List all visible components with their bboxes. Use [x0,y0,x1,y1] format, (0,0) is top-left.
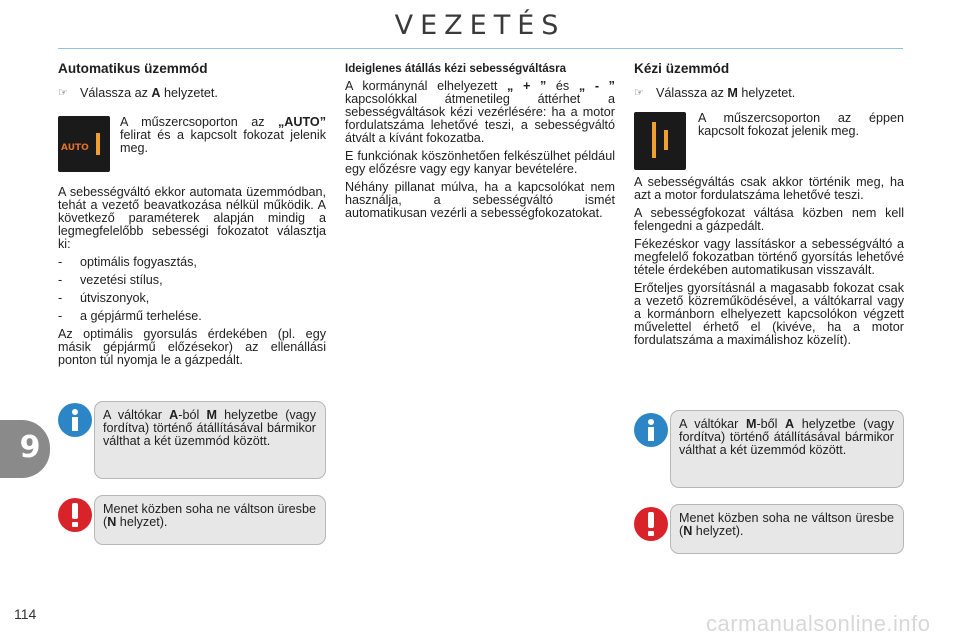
chapter-tab [0,420,50,478]
paragraph: A sebességfokozat váltása közben nem kell felengedni a gázpedált. [634,206,904,233]
warning-icon [634,507,668,541]
left-body [58,186,326,372]
display-auto-label: AUTO [61,143,89,153]
parameter-list [58,256,326,323]
gear-segment [652,122,656,158]
bullet-text: Válassza az M helyzetet. [656,86,796,100]
watermark: carmanualsonline.info [706,611,931,636]
list-item: - optimális fogyasztás, [58,256,326,269]
paragraph: A sebességváltó ekkor automata üzemmódban, tehát a vezető beavatkozása nélkül működik. A következő paraméterek alapján mindig a legmegfelelőbb sebességi fokozatot választja ki: [58,185,326,251]
paragraph: Az optimális gyorsulás érdekében (pl. egy másik gépjármű előzésekor) az ellenállási ponton túl nyomja le a gázpedált. [58,327,326,367]
info-callout-right: A váltókar M-ből A helyzetbe (vagy fordítva) történő átállításával bármikor válthat a két üzemmód között. [670,410,904,488]
bullet-select-m [634,87,904,100]
paragraph: E funkciónak köszönhetően felkészülhet például egy előzésre vagy egy kanyar bevételére. [345,149,615,176]
list-item: - útviszonyok, [58,292,326,305]
left-column [58,62,326,100]
page-title: VEZETÉS [394,10,566,41]
gear-segment [664,130,668,150]
warning-callout-right: Menet közben soha ne váltson üresbe (N helyzet). [670,504,904,554]
bullet-select-a [58,87,326,100]
auto-display-description: A műszercsoporton az „AUTO” felirat és a kapcsolt fokozat jelenik meg. [120,115,326,155]
warning-icon [58,498,92,532]
paragraph: Fékezéskor vagy lassításkor a sebességváltó a megfelelő fokozatban történő gyorsítás lehetővé tétele érdekében automatikusan visszavált. [634,237,904,277]
paragraph: A kormánynál elhelyezett „ + ” és „ - ” kapcsolókkal átmenetileg áttérhet a sebességváltások kézi vezérlésére: ha a motor fordulatszáma lehetővé teszi, a sebességváltó átvált a kívánt fokozatba. [345,79,615,145]
section-heading-manual: Kézi üzemmód [634,61,730,76]
chapter-number: 9 [19,430,41,465]
gear-segment [96,133,100,155]
pointing-hand-icon: ☞ [58,87,68,99]
paragraph: A sebességváltás csak akkor történik meg, ha azt a motor fordulatszáma lehetővé teszi. [634,175,904,202]
pointing-hand-icon: ☞ [634,87,644,99]
middle-column [345,63,615,225]
page-number: 114 [14,606,37,622]
info-icon [58,403,92,437]
paragraph: Néhány pillanat múlva, ha a kapcsolókat nem használja, a sebességváltó ismét automatikusan vezérli a sebességfokozatokat. [345,180,615,220]
manual-display-image [634,112,686,170]
manual-display-description: A műszercsoporton az éppen kapcsolt fokozat jelenik meg. [698,111,904,138]
paragraph: Erőteljes gyorsításnál a magasabb fokozat csak a vezető közreműködésével, a váltókarral vagy a kormánborn elhelyezett kapcsolókon végzett művelettel érhető el (kivéve, ha a motor fordulatszáma a maximálishoz közelít). [634,281,904,347]
section-heading-automatic: Automatikus üzemmód [58,61,208,76]
list-item: - a gépjármű terhelése. [58,310,326,323]
auto-display-image [58,116,110,172]
info-callout-left: A váltókar A-ból M helyzetbe (vagy fordítva) történő átállításával bármikor válthat a két üzemmód között. [94,401,326,479]
warning-callout-left: Menet közben soha ne váltson üresbe (N helyzet). [94,495,326,545]
bullet-text: Válassza az A helyzetet. [80,86,218,100]
section-heading-temporary-manual: Ideiglenes átállás kézi sebességváltásra [345,62,567,75]
info-icon [634,413,668,447]
list-item: - vezetési stílus, [58,274,326,287]
right-column [634,62,904,100]
right-body [634,176,904,352]
header-rule [58,48,903,49]
